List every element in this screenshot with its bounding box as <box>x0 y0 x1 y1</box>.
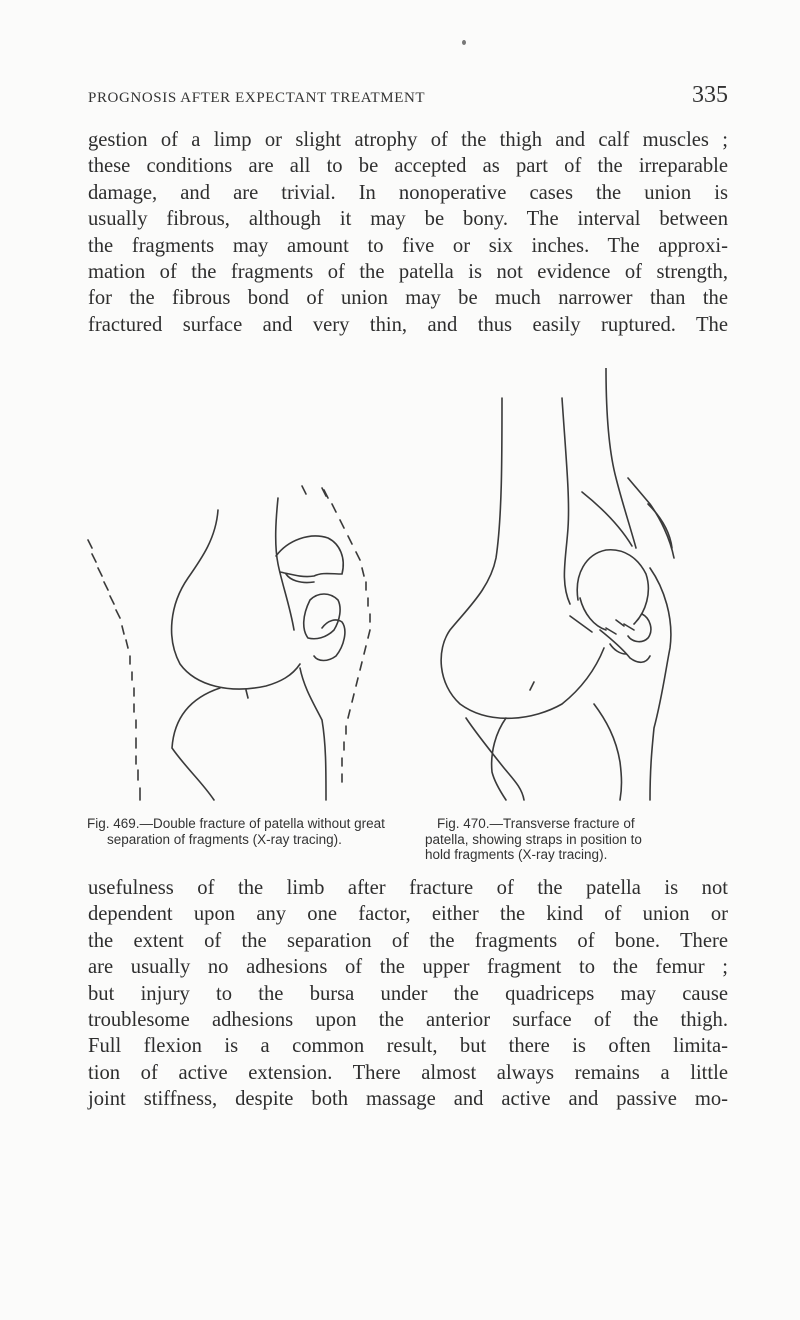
paragraph-bottom <box>88 875 728 1113</box>
figure-area <box>70 368 740 803</box>
fig-470-drawing <box>410 368 740 803</box>
caption-line: separation of fragments (X-ray tracing). <box>107 831 342 847</box>
text-line: joint stiffness, despite both massage and active and passive mo- <box>88 1088 728 1111</box>
text-line: fractured surface and very thin, and thus easily ruptured. The <box>88 313 728 336</box>
running-head: PROGNOSIS AFTER EXPECTANT TREATMENT <box>88 90 426 106</box>
text-line: but injury to the bursa under the quadriceps may cause <box>88 982 728 1005</box>
text-line: the fragments may amount to five or six inches. The approxi- <box>88 234 728 257</box>
text-line: usually fibrous, although it may be bony. The interval between <box>88 208 728 231</box>
text-line: tion of active extension. There almost always remains a little <box>88 1061 728 1084</box>
text-line: mation of the fragments of the patella is not evidence of strength, <box>88 261 728 284</box>
paragraph-top <box>88 127 728 338</box>
text-line: the extent of the separation of the fragments of bone. There <box>88 929 728 952</box>
page-blemish <box>462 40 466 45</box>
fig-469-drawing <box>70 368 410 803</box>
text-line: dependent upon any one factor, either the kind of union or <box>88 903 728 926</box>
text-line: are usually no adhesions of the upper fragment to the femur ; <box>88 956 728 979</box>
caption-line: Fig. 470.—Transverse fracture of <box>437 816 635 831</box>
fig-469-caption <box>87 816 407 847</box>
fig-470-caption <box>425 816 741 863</box>
caption-line: Fig. 469.—Double fracture of patella without great <box>87 816 385 831</box>
caption-line: hold fragments (X-ray tracing). <box>425 847 608 862</box>
text-line: damage, and are trivial. In nonoperative cases the union is <box>88 181 728 204</box>
caption-line: patella, showing straps in position to <box>425 831 642 847</box>
page-number: 335 <box>692 82 728 108</box>
text-line: Full flexion is a common result, but there is often limita- <box>88 1035 728 1058</box>
text-line: gestion of a limp or slight atrophy of the thigh and calf muscles ; <box>88 129 728 151</box>
page-header <box>88 82 728 116</box>
text-line: usefulness of the limb after fracture of the patella is not <box>88 877 728 899</box>
text-line: for the fibrous bond of union may be much narrower than the <box>88 287 728 310</box>
text-line: these conditions are all to be accepted as part of the irreparable <box>88 155 728 178</box>
text-line: troublesome adhesions upon the anterior surface of the thigh. <box>88 1009 728 1032</box>
